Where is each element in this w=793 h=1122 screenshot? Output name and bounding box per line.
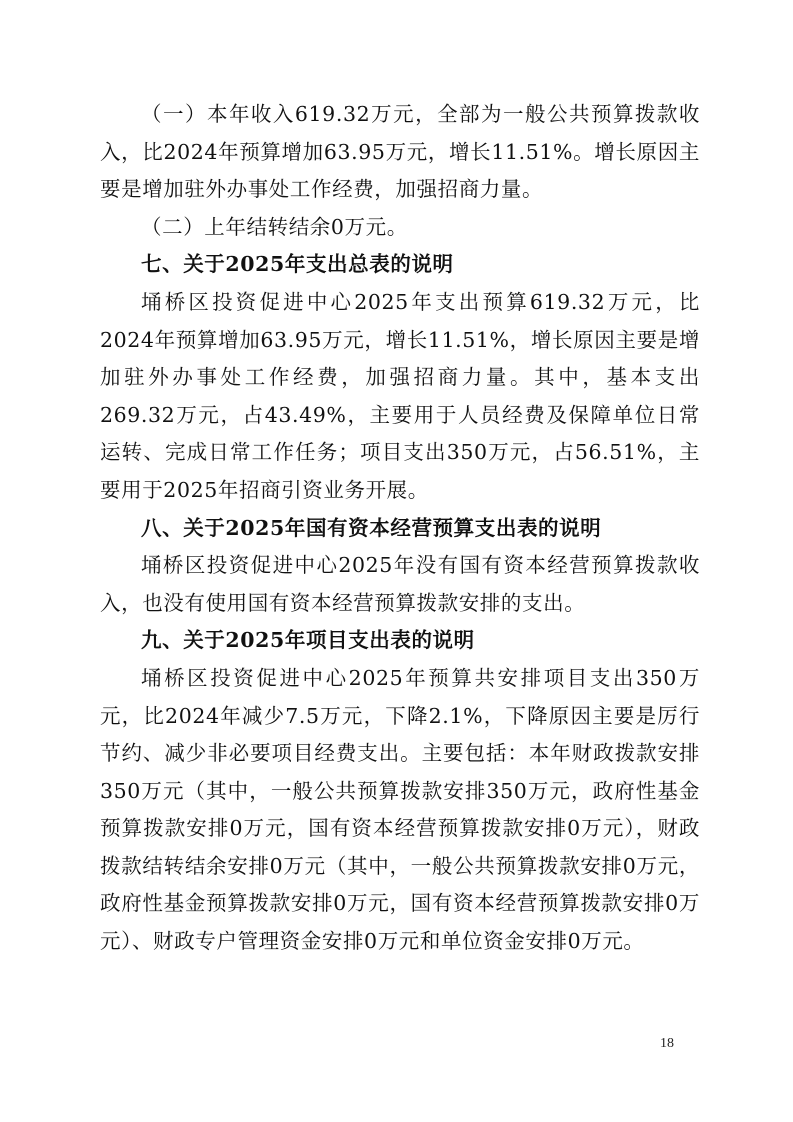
paragraph-project-expenditure: 埇桥区投资促进中心2025年预算共安排项目支出350万元，比2024年减少7.5万元，下降2.1%，下降原因主要是厉行节约、减少非必要项目经费支出。主要包括：本年财政拨款安排350万元（其中，一般公共预算拨款安排350万元，政府性基金预算拨款安排0万元，国有资本经营预算拨款安排0万元），财政拨款结转结余安排0万元（其中，一般公共预算拨款安排0万元，政府性基金预算拨款安排0万元，国有资本经营预算拨款安排0万元）、财政专户管理资金安排0万元和单位资金安排0万元。 [100, 665, 700, 954]
paragraph-carryover: （二）上年结转结余0万元。 [141, 214, 408, 239]
section-heading-8: 八、关于2025年国有资本经营预算支出表的说明 [141, 515, 602, 540]
page-number: 18 [660, 1036, 674, 1051]
section-heading-7: 七、关于2025年支出总表的说明 [141, 252, 454, 277]
section-heading-9: 九、关于2025年项目支出表的说明 [141, 628, 475, 653]
document-body [100, 96, 700, 961]
paragraph-expenditure-total: 埇桥区投资促进中心2025年支出预算619.32万元，比 2024年预算增加63.95万元，增长11.51%，增长原因主要是增加驻外办事处工作经费，加强招商力量。其中，基本支出269.32万元，占43.49%，主要用于人员经费及保障单位日常运转、完成日常工作任务；项目支出350万元，占56.51%，主要用于2025年招商引资业务开展。 [100, 289, 700, 502]
paragraph-state-capital: 埇桥区投资促进中心2025年没有国有资本经营预算拨款收入，也没有使用国有资本经营预算拨款安排的支出。 [100, 553, 700, 615]
paragraph-income: （一）本年收入619.32万元，全部为一般公共预算拨款收入，比2024年预算增加63.95万元，增长11.51%。增长原因主要是增加驻外办事处工作经费，加强招商力量。 [100, 102, 700, 202]
